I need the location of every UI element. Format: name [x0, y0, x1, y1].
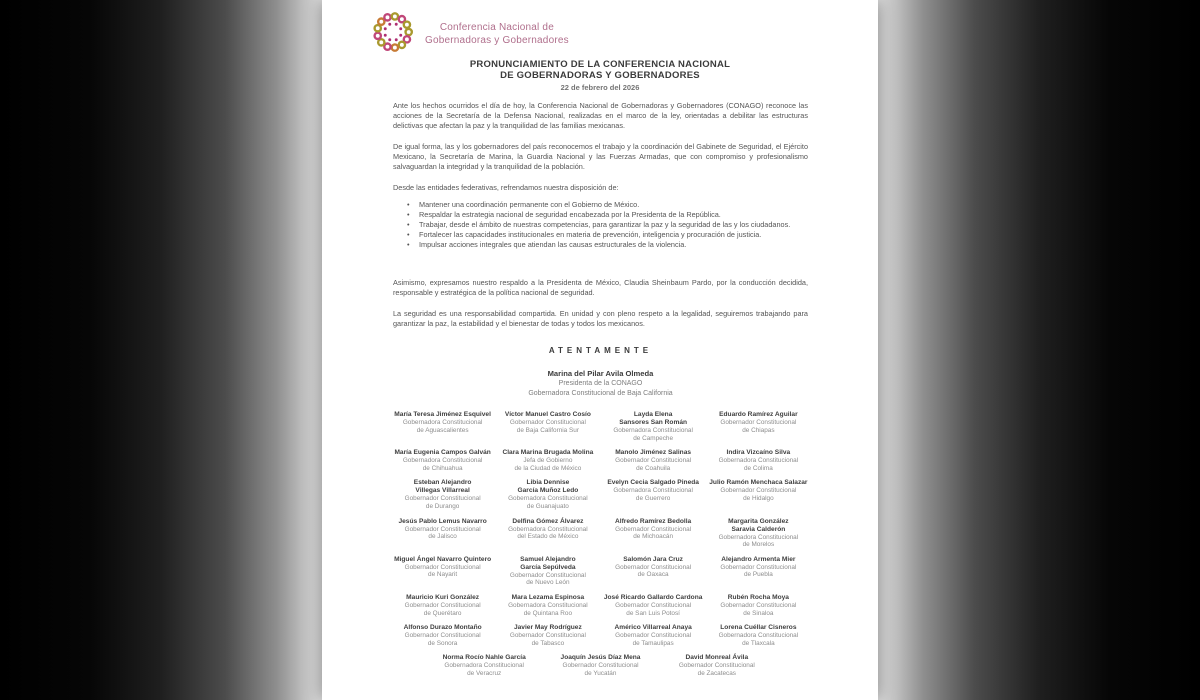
- signatory-cell: [393, 479, 492, 510]
- signatory-state: del Estado de México: [517, 533, 579, 541]
- signatory-state: de Michoacán: [633, 533, 674, 541]
- signatory-cell: [709, 556, 808, 587]
- signatory-state: de San Luis Potosí: [626, 609, 680, 617]
- signatory-cell: [604, 411, 703, 442]
- closing-paragraph: La seguridad es una responsabilidad compartida. En unidad y con pleno respeto a la legalidad, seguiremos trabajando para garantizar la paz, la estabilidad y el bienestar de todas y todos los mexicanos.: [393, 309, 808, 328]
- signatory-role: Gobernador Constitucional: [615, 563, 692, 571]
- disposition-item: • Mantener una coordinación permanente con el Gobierno de México.: [419, 200, 808, 210]
- section-spacer: [393, 250, 808, 278]
- disposition-item: • Fortalecer las capacidades institucionales en materia de prevención, inteligencia y procuración de justicia.: [419, 230, 808, 240]
- conago-logo-icon: [372, 9, 414, 60]
- signatory-state: de Tlaxcala: [742, 639, 775, 647]
- signatory-cell: [498, 624, 597, 647]
- signatory-cell: [498, 479, 597, 510]
- signatory-role: Gobernador Constitucional: [404, 525, 481, 533]
- signatory-name: Mauricio Kuri González: [406, 593, 480, 601]
- signatory-role: Gobernador Constitucional: [615, 601, 692, 609]
- disposition-intro: Desde las entidades federativas, refrendamos nuestra disposición de:: [393, 183, 619, 192]
- signatory-role: Jefa de Gobierno: [523, 457, 573, 465]
- signatory-state: de Guanajuato: [526, 502, 569, 510]
- signatory-cell: [604, 624, 703, 647]
- signatory-cell: [498, 518, 597, 549]
- signatory-state: de Chiapas: [742, 426, 775, 434]
- signatories-last-row: [393, 654, 808, 677]
- signatory-cell: [393, 449, 492, 472]
- signatory-cell: [545, 654, 655, 677]
- signatory-state: de Jalisco: [428, 533, 457, 541]
- signatory-name: Américo Villarreal Anaya: [614, 624, 692, 632]
- signatory-cell: [709, 479, 808, 510]
- signatory-name: Salomón Jara Cruz: [623, 555, 683, 563]
- signatory-state: de Colima: [743, 464, 773, 472]
- signatory-state: de Sonora: [427, 639, 458, 647]
- signatory-cell: [393, 594, 492, 617]
- conago-logo-text: [425, 22, 569, 47]
- signatory-state: de Baja California Sur: [516, 426, 579, 434]
- support-paragraph: Asimismo, expresamos nuestro respaldo a la Presidenta de México, Claudia Sheinbaum Pardo, por la conducción decidida, responsable y estratégica de la política nacional de seguridad.: [393, 278, 808, 297]
- opening-paragraph: Ante los hechos ocurridos el día de hoy, la Conferencia Nacional de Gobernadoras y Gobernadores (CONAGO) reconoce las acciones de la Secretaría de la Defensa Nacional, realizadas en el marco de la ley, orientadas a debilitar las estructuras delictivas que afectan la paz y la tranquilidad de las familias mexicanas.: [393, 101, 808, 130]
- signatory-state: de Veracruz: [467, 669, 502, 677]
- conago-logo: [372, 9, 569, 60]
- signatory-role: Gobernador Constitucional: [615, 525, 692, 533]
- signatories-grid: [393, 411, 808, 647]
- disposition-item: • Impulsar acciones integrales que atiendan las causas estructurales de la violencia.: [419, 240, 808, 250]
- signatory-state: de Tabasco: [531, 639, 565, 647]
- signatory-cell: [662, 654, 772, 677]
- signatory-state: de Zacatecas: [697, 669, 737, 677]
- signatory-state: de Querétaro: [423, 609, 462, 617]
- signatory-role: Gobernador Constitucional: [404, 632, 481, 640]
- signatory-state: de Nayarit: [428, 571, 458, 579]
- left-letterbox: [0, 0, 322, 700]
- signatory-state: de Oaxaca: [637, 571, 669, 579]
- signatory-state: de Yucatán: [584, 669, 617, 677]
- document-title: [322, 59, 878, 92]
- signatory-name: Samuel Alejandro García Sepúlveda: [520, 555, 576, 571]
- signatory-cell: [604, 518, 703, 549]
- signatory-state: de Aguascalientes: [416, 426, 469, 434]
- signatory-cell: [604, 594, 703, 617]
- signatory-role: Gobernador Constitucional: [678, 662, 755, 670]
- signatory-cell: [498, 594, 597, 617]
- salutation: ATENTAMENTE: [548, 346, 653, 355]
- signatory-role: Gobernador Constitucional: [509, 632, 586, 640]
- document-page: [322, 0, 878, 700]
- disposition-item: • Respaldar la estrategia nacional de seguridad encabezada por la Presidenta de la República.: [419, 210, 808, 220]
- signatory-name: Alfonso Durazo Montaño: [403, 624, 482, 632]
- president-signature: [393, 369, 808, 398]
- signatory-cell: [393, 518, 492, 549]
- signatory-state: de Puebla: [743, 571, 773, 579]
- signatory-name: Eduardo Ramírez Aguilar: [719, 411, 798, 418]
- signatory-role: Gobernadora Constitucional: [508, 525, 588, 533]
- signatory-state: de Nuevo León: [526, 579, 570, 587]
- signatory-role: Gobernador Constitucional: [404, 563, 481, 571]
- signatory-cell: [604, 449, 703, 472]
- signatory-name: Margarita González Saravia Calderón: [728, 517, 789, 533]
- right-letterbox: [878, 0, 1200, 700]
- signatory-cell: [709, 594, 808, 617]
- signatory-role: Gobernadora Constitucional: [508, 495, 588, 503]
- president-state: Gobernadora Constitucional de Baja California: [528, 389, 673, 397]
- signatory-state: de Tamaulipas: [632, 639, 674, 647]
- signatory-name: Layda Elena Sansores San Román: [619, 411, 688, 426]
- title-line-2: DE GOBERNADORAS Y GOBERNADORES: [500, 70, 700, 81]
- signatory-role: Gobernador Constitucional: [615, 632, 692, 640]
- signatory-name: Lorena Cuéllar Cisneros: [720, 624, 797, 632]
- signatory-cell: [393, 556, 492, 587]
- signatory-state: de Campeche: [633, 434, 674, 442]
- signatory-cell: [709, 624, 808, 647]
- logo-line-2: Gobernadoras y Gobernadores: [425, 34, 569, 46]
- signatory-name: Indira Vizcaíno Silva: [726, 449, 791, 457]
- signatory-state: de Guerrero: [635, 494, 671, 502]
- signatory-name: Jesús Pablo Lemus Navarro: [398, 517, 487, 525]
- president-name: Marina del Pilar Avila Olmeda: [547, 369, 654, 378]
- signatory-name: Evelyn Cecia Salgado Pineda: [607, 479, 699, 487]
- signatory-cell: [393, 624, 492, 647]
- logo-line-1: Conferencia Nacional de: [439, 22, 554, 33]
- signatory-name: Manolo Jiménez Salinas: [615, 449, 692, 457]
- signatory-name: Alfredo Ramírez Bedolla: [615, 517, 692, 525]
- signatory-cell: [709, 518, 808, 549]
- signatory-role: Gobernador Constitucional: [509, 419, 586, 426]
- signatory-name: María Eugenia Campos Galván: [394, 449, 491, 457]
- signatory-role: Gobernador Constitucional: [720, 563, 797, 571]
- signatory-cell: [498, 449, 597, 472]
- signatory-role: Gobernadora Constitucional: [718, 457, 799, 465]
- signatory-role: Gobernador Constitucional: [720, 487, 797, 495]
- signatory-role: Gobernador Constitucional: [509, 571, 586, 579]
- signatory-name: Mara Lezama Espinosa: [511, 593, 585, 601]
- signatory-name: Miguel Ángel Navarro Quintero: [394, 555, 492, 563]
- signatory-role: Gobernadora Constitucional: [508, 601, 588, 609]
- signatory-cell: [429, 654, 539, 677]
- signatory-role: Gobernadora Constitucional: [718, 632, 799, 640]
- signatory-role: Gobernadora Constitucional: [402, 419, 483, 426]
- signatory-state: de Hidalgo: [743, 494, 774, 502]
- signatory-name: Libia Dennise García Muñoz Ledo: [517, 479, 579, 495]
- signatory-state: de Morelos: [742, 541, 775, 549]
- signatory-cell: [393, 411, 492, 442]
- signatory-role: Gobernadora Constitucional: [718, 533, 799, 541]
- signatory-name: Joaquín Jesús Díaz Mena: [560, 654, 641, 662]
- signatory-role: Gobernadora Constitucional: [613, 427, 693, 434]
- signatory-role: Gobernador Constitucional: [615, 457, 692, 465]
- signatory-state: de la Ciudad de México: [514, 464, 582, 472]
- signatory-role: Gobernador Constitucional: [404, 495, 481, 503]
- signatory-name: Rubén Rocha Moya: [727, 593, 789, 601]
- signatory-role: Gobernador Constitucional: [404, 601, 481, 609]
- document-date: 22 de febrero del 2026: [560, 83, 640, 92]
- title-line-1: PRONUNCIAMIENTO DE LA CONFERENCIA NACIONAL: [469, 59, 731, 70]
- recognition-paragraph: De igual forma, las y los gobernadores del país reconocemos el trabajo y la coordinación del Gabinete de Seguridad, el Ejército Mexicano, la Secretaría de Marina, la Guardia Nacional y las Fuerzas Armadas, que con compromiso y profesionalismo salvaguardan la integridad y la tranquilidad de la población.: [393, 142, 808, 171]
- signatory-name: Víctor Manuel Castro Cosío: [504, 411, 591, 418]
- signatory-cell: [498, 556, 597, 587]
- signatory-role: Gobernador Constitucional: [562, 662, 639, 670]
- signatory-name: David Monreal Ávila: [685, 654, 749, 662]
- signatory-state: de Chihuahua: [422, 464, 463, 472]
- signatory-role: Gobernador Constitucional: [720, 419, 797, 426]
- signatory-name: María Teresa Jiménez Esquivel: [394, 411, 491, 418]
- disposition-list: [393, 200, 808, 250]
- signatory-name: Clara Marina Brugada Molina: [502, 449, 594, 457]
- signatory-role: Gobernadora Constitucional: [613, 487, 693, 495]
- signatory-name: José Ricardo Gallardo Cardona: [603, 593, 703, 601]
- signatory-name: Julio Ramón Menchaca Salazar: [709, 479, 808, 487]
- signatory-cell: [604, 479, 703, 510]
- disposition-item: • Trabajar, desde el ámbito de nuestras competencias, para garantizar la paz y la seguridad de las y los ciudadanos.: [419, 220, 808, 230]
- signatory-role: Gobernadora Constitucional: [444, 662, 524, 670]
- president-role: Presidenta de la CONAGO: [558, 380, 643, 387]
- signatory-role: Gobernador Constitucional: [720, 601, 797, 609]
- signatory-name: Delfina Gómez Álvarez: [512, 517, 584, 525]
- signatory-state: de Durango: [425, 502, 460, 510]
- signatory-cell: [709, 449, 808, 472]
- signatory-cell: [709, 411, 808, 442]
- signatory-name: Alejandro Armenta Mier: [721, 555, 796, 563]
- signatory-role: Gobernadora Constitucional: [402, 457, 483, 465]
- signatory-state: de Quintana Roo: [523, 609, 573, 617]
- signatory-state: de Coahuila: [636, 464, 671, 472]
- signatory-name: Javier May Rodríguez: [513, 624, 582, 632]
- signatory-name: Norma Rocío Nahle García: [442, 654, 526, 662]
- document-body: [393, 101, 808, 678]
- signatory-cell: [604, 556, 703, 587]
- signatory-state: de Sinaloa: [743, 609, 774, 617]
- signatory-cell: [498, 411, 597, 442]
- signatory-name: Esteban Alejandro Villegas Villarreal: [413, 479, 472, 495]
